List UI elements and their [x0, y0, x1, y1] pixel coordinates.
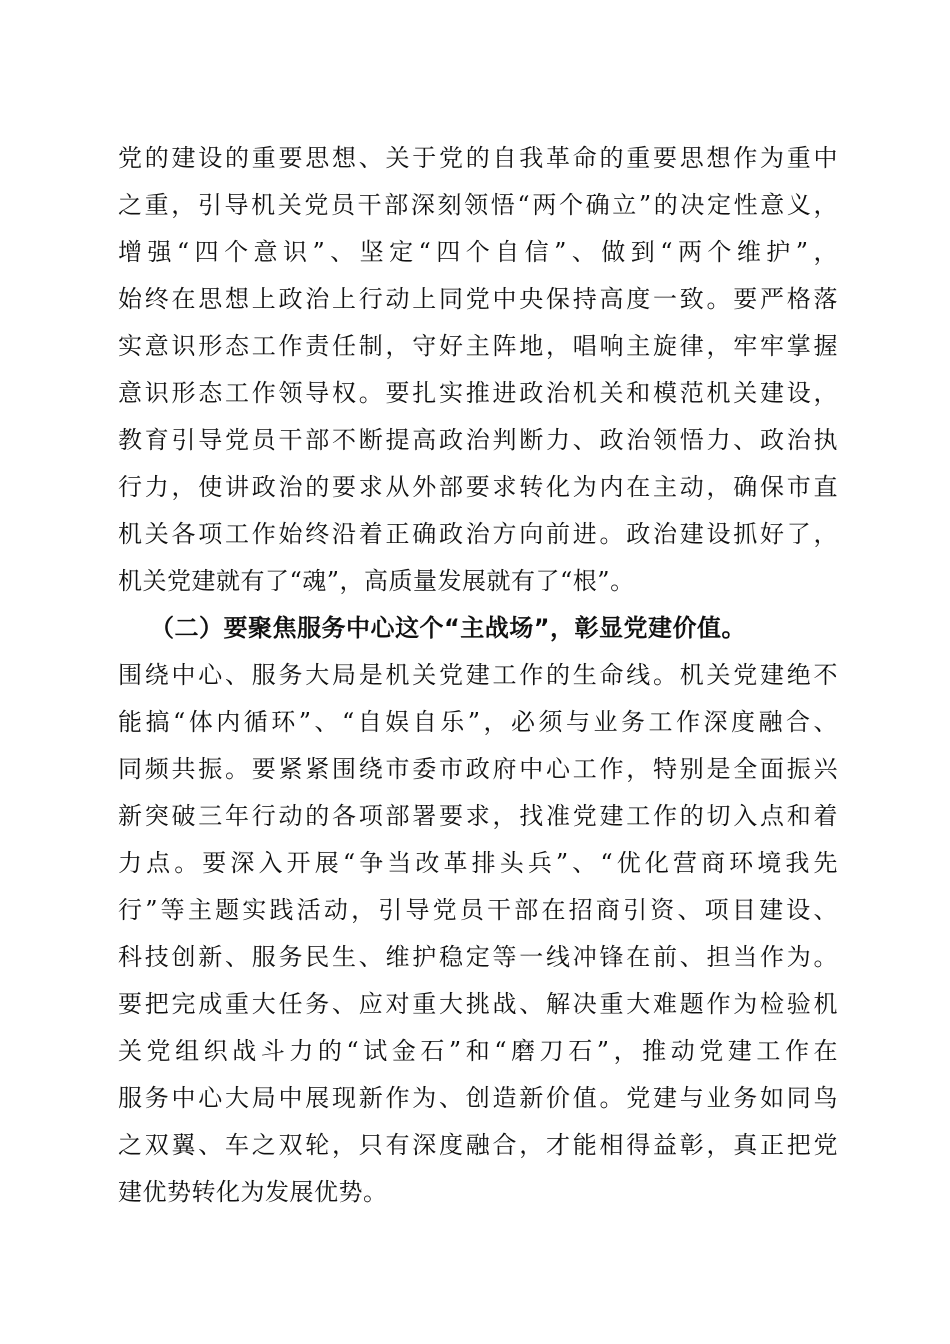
- text-line: 教育引导党员干部不断提高政治判断力、政治领悟力、政治执: [118, 426, 838, 454]
- text-line: 之双翼、车之双轮，只有深度融合，才能相得益彰，真正把党: [118, 1131, 838, 1159]
- text-line: 党的建设的重要思想、关于党的自我革命的重要思想作为重中: [118, 144, 838, 172]
- text-line: 意识形态工作领导权。要扎实推进政治机关和模范机关建设，: [118, 379, 838, 407]
- text-line: 始终在思想上政治上行动上同党中央保持高度一致。要严格落: [118, 285, 838, 313]
- text-line: 关党组织战斗力的“试金石”和“磨刀石”，推动党建工作在: [118, 1037, 838, 1065]
- text-line: 之重，引导机关党员干部深刻领悟“两个确立”的决定性意义，: [118, 191, 838, 219]
- text-line: 能搞“体内循环”、“自娱自乐”，必须与业务工作深度融合、: [118, 708, 838, 736]
- text-line: 行”等主题实践活动，引导党员干部在招商引资、项目建设、: [118, 896, 838, 924]
- text-line: 科技创新、服务民生、维护稳定等一线冲锋在前、担当作为。: [118, 943, 838, 971]
- section-heading: （二）要聚焦服务中心这个“主战场”，彰显党建价值。: [150, 614, 747, 642]
- text-line: 围绕中心、服务大局是机关党建工作的生命线。机关党建绝不: [118, 661, 838, 689]
- text-line: 服务中心大局中展现新作为、创造新价值。党建与业务如同鸟: [118, 1084, 838, 1112]
- text-line: 实意识形态工作责任制，守好主阵地，唱响主旋律，牢牢掌握: [118, 332, 838, 360]
- text-line: 力点。要深入开展“争当改革排头兵”、“优化营商环境我先: [118, 849, 838, 877]
- text-line: 增强“四个意识”、坚定“四个自信”、做到“两个维护”，: [118, 238, 838, 266]
- text-line: 同频共振。要紧紧围绕市委市政府中心工作，特别是全面振兴: [118, 755, 838, 783]
- text-line: 机关各项工作始终沿着正确政治方向前进。政治建设抓好了，: [118, 520, 838, 548]
- text-line: 建优势转化为发展优势。: [118, 1178, 388, 1206]
- text-line: 要把完成重大任务、应对重大挑战、解决重大难题作为检验机: [118, 990, 838, 1018]
- document-body: [118, 135, 838, 1216]
- text-line: 机关党建就有了“魂”，高质量发展就有了“根”。: [118, 567, 635, 595]
- text-line: 行力，使讲政治的要求从外部要求转化为内在主动，确保市直: [118, 473, 838, 501]
- text-line: 新突破三年行动的各项部署要求，找准党建工作的切入点和着: [118, 802, 838, 830]
